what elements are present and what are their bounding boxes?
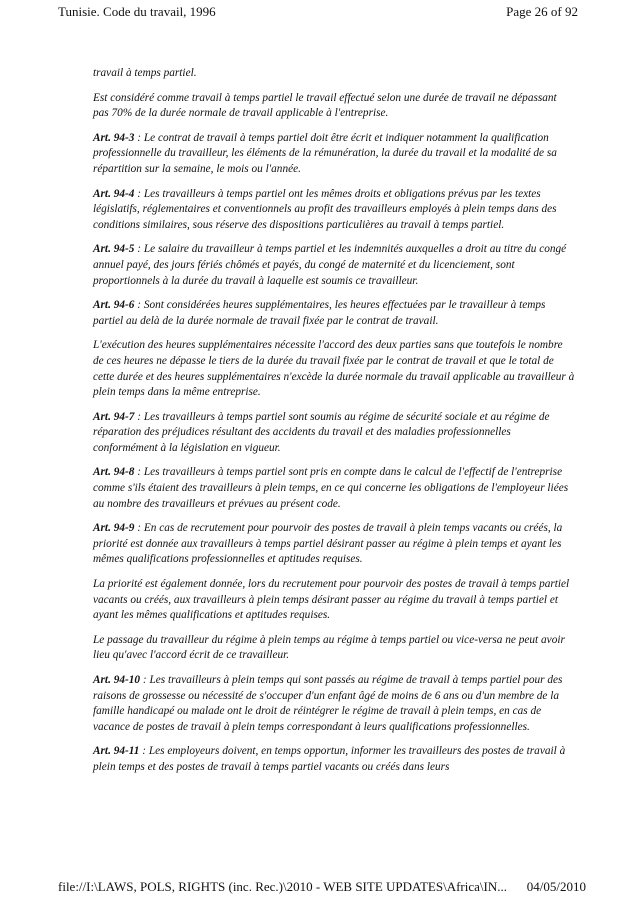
file-path: file://I:\LAWS, POLS, RIGHTS (inc. Rec.)\2010 - WEB SITE UPDATES\Africa\IN... [58,879,507,894]
page-number: Page 26 of 92 [506,4,578,19]
document-title: Tunisie. Code du travail, 1996 [58,4,216,19]
page-footer [58,879,586,894]
paragraph-text: : Les travailleurs à temps partiel ont les mêmes droits et obligations prévus par les textes législatifs, réglementaires et conventionnels au profit des travailleurs employés à plein temps dans des conditions similaires, sous réserve des dispositions particulières au travail à temps partiel. [93,187,557,231]
paragraph [93,577,575,624]
article-label: Art. 94-11 [93,745,140,758]
page-header [58,4,578,19]
paragraph [93,66,575,82]
document-body [93,66,575,785]
paragraph-text: La priorité est également donnée, lors du recrutement pour pourvoir des postes de travail à temps partiel vacants ou créés, aux travailleurs à plein temps désirant passer au régime du travail à temps partiel et ayant les mêmes qualifications et aptitudes requises. [93,578,570,622]
article-label: Art. 94-5 [93,243,135,256]
paragraph [93,633,575,664]
paragraph-text: : En cas de recrutement pour pourvoir des postes de travail à plein temps vacants ou créés, la priorité est donnée aux travailleurs à temps partiel désirant passer au régime à plein temps et ayant les mêmes qualifications professionnelles et aptitudes requises. [93,522,563,566]
article-label: Art. 94-9 [93,522,135,535]
article-94-9 [93,521,575,568]
article-94-6 [93,298,575,329]
article-94-7 [93,410,575,457]
article-94-5 [93,242,575,289]
article-94-10 [93,673,575,735]
print-date: 04/05/2010 [526,879,586,894]
paragraph-text: : Le salaire du travailleur à temps partiel et les indemnités auxquelles a droit au titre du congé annuel payé, des jours fériés chômés et payés, du congé de maternité et du licenciement, sont proportionnels à la durée du travail à laquelle est soumis ce travailleur. [93,243,567,287]
article-label: Art. 94-4 [93,187,135,200]
paragraph [93,91,575,122]
paragraph [93,338,575,400]
paragraph-text: : Les travailleurs à plein temps qui sont passés au régime de travail à temps partiel pour des raisons de grossesse ou nécessité de s'occuper d'un enfant âgé de moins de 6 ans ou d'un membre de la famille handicapé ou malade ont le droit de réintégrer le régime de travail à plein temps, en cas de vacance de postes de travail à plein temps correspondant à leurs qualifications professionnelles. [93,674,563,733]
paragraph-text: : Sont considérées heures supplémentaires, les heures effectuées par le travailleur à temps partiel au delà de la durée normale de travail fixée par le contrat de travail. [93,299,546,327]
paragraph-text: : Les travailleurs à temps partiel sont soumis au régime de sécurité sociale et au régime de réparation des préjudices résultant des accidents du travail et des maladies professionnelles conformément à la législation en vigueur. [93,410,550,454]
article-label: Art. 94-10 [93,674,141,686]
paragraph-text: Est considéré comme travail à temps partiel le travail effectué selon une durée de travail ne dépassant pas 70% de la durée normale de travail applicable à l'entreprise. [93,91,557,120]
article-94-8 [93,465,575,512]
article-label: Art. 94-3 [93,131,135,144]
paragraph-text: : Le contrat de travail à temps partiel doit être écrit et indiquer notamment la qualification professionnelle du travailleur, les éléments de la rémunération, la durée du travail et la modalité de sa répartition sur la semaine, le mois ou l'année. [93,131,557,175]
article-94-4 [93,187,575,234]
paragraph-text: Le passage du travailleur du régime à plein temps au régime à temps partiel ou vice-versa ne peut avoir lieu qu'avec l'accord écrit de ce travailleur. [93,633,565,662]
article-label: Art. 94-6 [93,299,135,312]
article-label: Art. 94-8 [93,466,135,479]
article-label: Art. 94-7 [93,410,135,423]
article-94-11 [93,744,575,775]
article-94-3 [93,131,575,178]
paragraph-text: : Les travailleurs à temps partiel sont pris en compte dans le calcul de l'effectif de l'entreprise comme s'ils étaient des travailleurs à plein temps, en ce qui concerne les obligations de l'employeur liées au nombre des travailleurs et prévues au présent code. [93,466,569,510]
paragraph-text: L'exécution des heures supplémentaires nécessite l'accord des deux parties sans que toutefois le nombre de ces heures ne dépasse le tiers de la durée du travail fixée par le contrat de travail et que le total de cette durée et des heures supplémentaires n'excède la durée normale du travail applicable au travailleur à plein temps dans la même entreprise. [93,339,575,399]
paragraph-text: travail à temps partiel. [93,67,197,79]
paragraph-text: : Les employeurs doivent, en temps opportun, informer les travailleurs des postes de travail à plein temps et des postes de travail à temps partiel vacants ou créés dans leurs [93,745,566,773]
